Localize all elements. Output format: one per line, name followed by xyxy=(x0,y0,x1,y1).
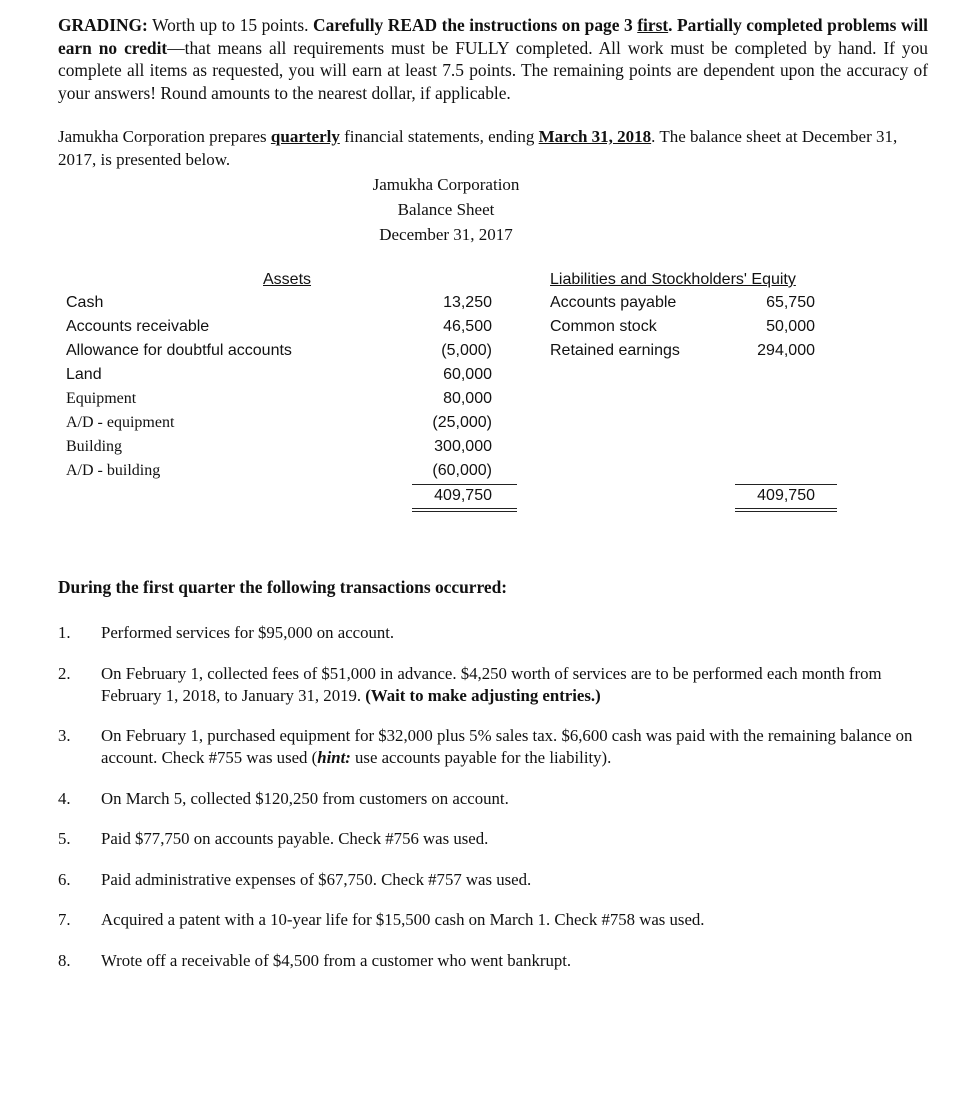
liability-label: Accounts payable xyxy=(550,294,677,311)
asset-label: Building xyxy=(66,438,123,455)
asset-value: (25,000) xyxy=(432,414,492,431)
item-hint: hint: xyxy=(317,748,351,767)
item-number: 3. xyxy=(58,726,71,745)
assets-total: 409,750 xyxy=(434,487,492,504)
bs-title: Balance Sheet xyxy=(397,200,495,219)
asset-value: (5,000) xyxy=(441,342,492,359)
asset-label: Accounts receivable xyxy=(66,318,210,335)
item-number: 1. xyxy=(58,623,71,642)
liability-label: Retained earnings xyxy=(550,342,680,359)
item-bold-note: (Wait to make adjusting entries.) xyxy=(365,686,601,705)
grading-label: GRADING: xyxy=(58,15,148,35)
asset-label: Allowance for doubtful accounts xyxy=(66,342,292,359)
grading-text-2: —that means all requirements must be FULLY completed. All work must be completed by hand. If you complete all items as requested, you will earn at least 7.5 points. The remaining points are dependent upon the accuracy of your answers! Round amounts to the nearest dollar, if applicable. xyxy=(58,37,929,103)
grading-first-underlined: first xyxy=(637,15,669,35)
asset-label: A/D - building xyxy=(66,462,161,479)
list-item: Acquired a patent with a 10-year life for $15,500 cash on March 1. Check #758 was used. xyxy=(101,910,705,929)
liab-total: 409,750 xyxy=(757,487,815,504)
date-underlined: March 31, 2018 xyxy=(538,127,652,146)
liability-value: 65,750 xyxy=(766,294,815,311)
asset-value: 300,000 xyxy=(434,438,492,455)
asset-value: 46,500 xyxy=(443,318,492,335)
liability-label: Common stock xyxy=(550,318,657,335)
assets-double-rule xyxy=(412,508,517,512)
liability-value: 294,000 xyxy=(757,342,815,359)
item-number: 5. xyxy=(58,829,71,848)
liability-value: 50,000 xyxy=(766,318,815,335)
balance-sheet-heading xyxy=(0,172,934,247)
list-item: On February 1, collected fees of $51,000 in advance. $4,250 worth of services are to be performed each month from February 1, 2018, to January 31, 2019. (Wait to make adjusting entries.) xyxy=(101,664,882,705)
assets-header: Assets xyxy=(263,271,312,288)
asset-value: (60,000) xyxy=(432,462,492,479)
asset-label: Equipment xyxy=(66,390,137,407)
item-number: 8. xyxy=(58,951,71,970)
item-number: 7. xyxy=(58,910,71,929)
bs-date: December 31, 2017 xyxy=(379,225,513,244)
grading-text-1: Worth up to 15 points. xyxy=(147,15,314,35)
asset-value: 60,000 xyxy=(443,366,492,383)
asset-value: 13,250 xyxy=(443,294,492,311)
transactions-heading: During the first quarter the following transactions occurred: xyxy=(58,577,508,597)
item-number: 6. xyxy=(58,870,71,889)
list-item: Paid $77,750 on accounts payable. Check #756 was used. xyxy=(101,829,489,848)
list-item: On February 1, purchased equipment for $32,000 plus 5% sales tax. $6,600 cash was paid with the remaining balance on account. Check #755 was used (hint: use accounts payable for the liability). xyxy=(101,726,913,767)
list-item: Wrote off a receivable of $4,500 from a customer who went bankrupt. xyxy=(101,951,572,970)
bs-company: Jamukha Corporation xyxy=(372,175,520,194)
grading-paragraph xyxy=(58,14,928,104)
liabilities-header: Liabilities and Stockholders' Equity xyxy=(550,271,796,288)
grading-bold-1: Carefully READ the instructions on page 3 first. Partially completed problems will earn no credit xyxy=(58,15,928,58)
asset-label: Cash xyxy=(66,294,104,311)
item-number: 4. xyxy=(58,789,71,808)
list-item: Paid administrative expenses of $67,750. Check #757 was used. xyxy=(101,870,532,889)
company-intro: Jamukha Corporation prepares quarterly financial statements, ending March 31, 2018. The balance sheet at December 31, 2017, is presented below. xyxy=(58,127,898,169)
item-number: 2. xyxy=(58,664,71,683)
liab-double-rule xyxy=(735,508,837,512)
asset-value: 80,000 xyxy=(443,390,492,407)
asset-label: Land xyxy=(66,366,102,383)
quarterly-underlined: quarterly xyxy=(270,127,340,146)
list-item: On March 5, collected $120,250 from customers on account. xyxy=(101,789,509,808)
asset-label: A/D - equipment xyxy=(66,414,175,431)
list-item: Performed services for $95,000 on account. xyxy=(101,623,395,642)
